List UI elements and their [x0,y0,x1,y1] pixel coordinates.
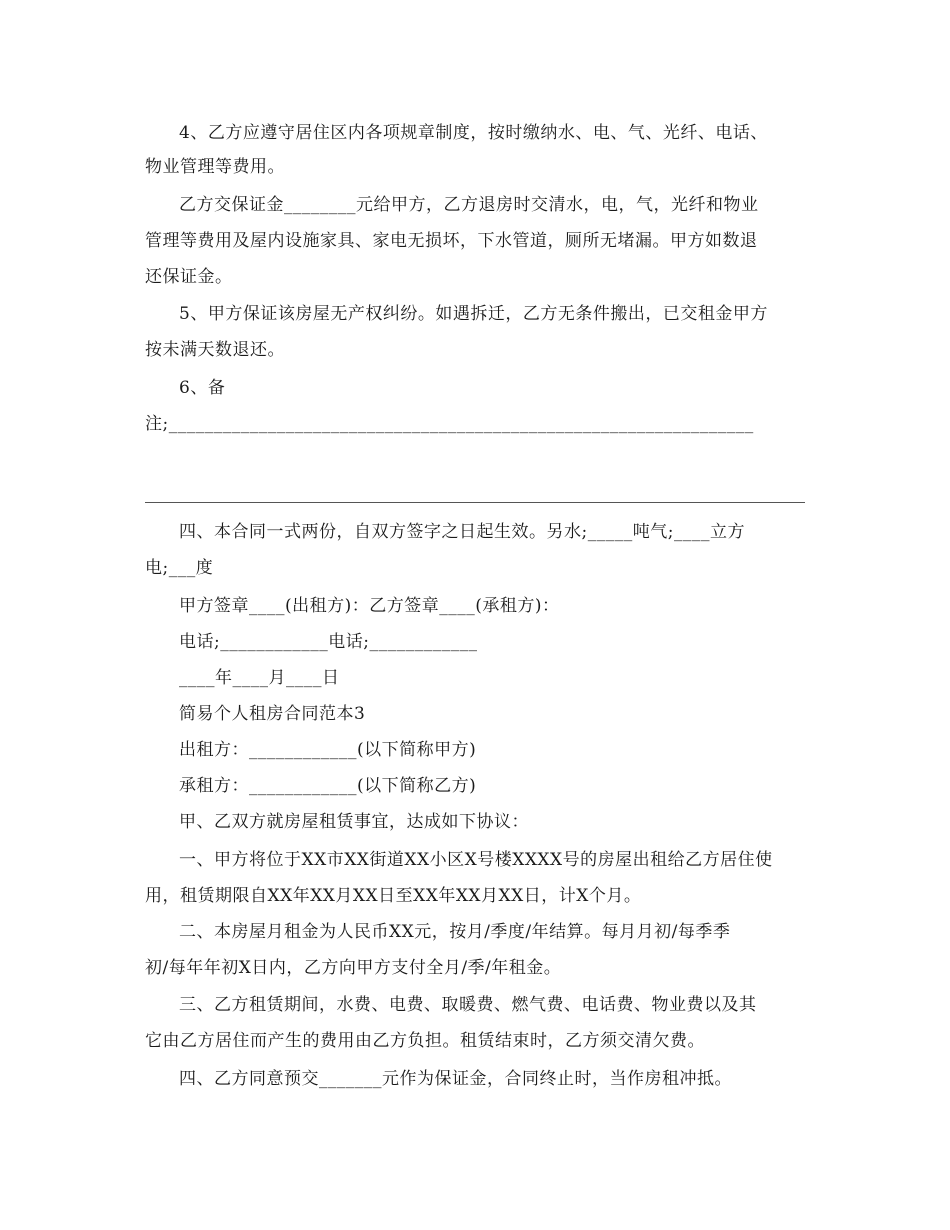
remarks-blank-rule [145,502,805,503]
section-4-line-1: 四、本合同一式两份，自双方签字之日起生效。另水;_____吨气;____立方 [179,522,745,542]
clause-5-line-1: 5、甲方保证该房屋无产权纠纷。如遇拆迁，乙方无条件搬出，已交租金甲方 [179,304,768,324]
article-2-line-1: 二、本房屋月租金为人民币XX元，按月/季度/年结算。每月月初/每季季 [179,922,731,942]
article-3-line-1: 三、乙方租赁期间，水费、电费、取暖费、燃气费、电话费、物业费以及其 [179,995,757,1015]
deposit-line-3: 还保证金。 [145,267,233,287]
clause-4-line-2: 物业管理等费用。 [145,157,285,177]
article-1-line-2: 用，租赁期限自XX年XX月XX日至XX年XX月XX日，计X个月。 [145,886,642,906]
contract-3-title: 简易个人租房合同范本3 [179,704,366,724]
article-2-line-2: 初/每年年初X日内，乙方向甲方支付全月/季/年租金。 [145,958,562,978]
phone-line: 电话;____________电话;____________ [179,632,478,652]
article-4-line-1: 四、乙方同意预交_______元作为保证金，合同终止时，当作房租冲抵。 [179,1069,732,1089]
clause-4-line-1: 4、乙方应遵守居住区内各项规章制度，按时缴纳水、电、气、光纤、电话、 [179,123,768,143]
article-1-line-1: 一、甲方将位于XX市XX街道XX小区X号楼XXXX号的房屋出租给乙方居住使 [179,850,773,870]
lessor-line: 出租方：____________(以下简称甲方) [179,740,477,760]
date-line: ____年____月____日 [179,668,340,688]
clause-6-remarks-line: 注;_________________________________________________________________ [145,414,754,434]
article-3-line-2: 它由乙方居住而产生的费用由乙方负担。租赁结束时，乙方须交清欠费。 [145,1031,705,1051]
agreement-intro: 甲、乙双方就房屋租赁事宜，达成如下协议： [179,812,529,832]
signature-line: 甲方签章____(出租方)：乙方签章____(承租方)： [179,596,560,616]
lessee-line: 承租方：____________(以下简称乙方) [179,776,477,796]
deposit-line-2: 管理等费用及屋内设施家具、家电无损坏，下水管道，厕所无堵漏。甲方如数退 [145,231,758,251]
clause-6-line-1: 6、备 [179,378,226,398]
clause-5-line-2: 按未满天数退还。 [145,340,285,360]
deposit-line-1: 乙方交保证金________元给甲方，乙方退房时交清水，电，气，光纤和物业 [179,195,759,215]
section-4-line-2: 电;___度 [145,558,214,578]
